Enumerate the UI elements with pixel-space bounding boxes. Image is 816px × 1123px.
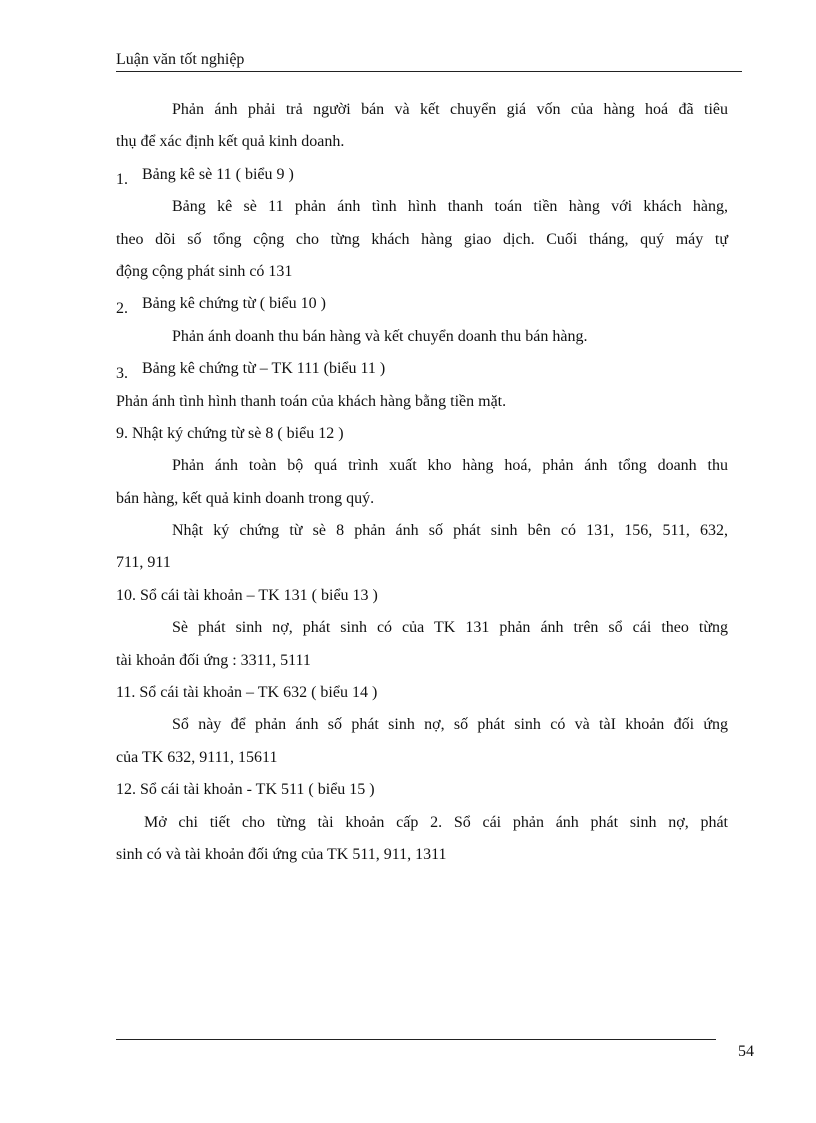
paragraph-line: Sổ này để phản ánh số phát sinh nợ, số phát sinh có và tàI khoản đối ứng (172, 716, 728, 734)
paragraph-line: Phản ánh tình hình thanh toán của khách hàng bằng tiền mặt. (116, 392, 507, 410)
paragraph-line: thụ để xác định kết quả kinh doanh. (116, 133, 345, 151)
list-item-text: Bảng kê chứng từ ( biểu 10 ) (142, 295, 326, 313)
list-number: 2. (116, 300, 128, 318)
paragraph-line: Phản ánh doanh thu bán hàng và kết chuyển doanh thu bán hàng. (172, 327, 588, 345)
list-item-text: Bảng kê chứng từ – TK 111 (biểu 11 ) (142, 360, 386, 378)
paragraph-line: Phản ánh toàn bộ quá trình xuất kho hàng hoá, phản ánh tổng doanh thu (172, 457, 728, 475)
header-rule (116, 71, 742, 72)
section-heading: 9. Nhật ký chứng từ sè 8 ( biểu 12 ) (116, 424, 344, 442)
paragraph-line: bán hàng, kết quả kinh doanh trong quý. (116, 489, 375, 507)
paragraph-line: Nhật ký chứng từ sè 8 phản ánh số phát sinh bên có 131, 156, 511, 632, (172, 522, 728, 540)
list-item-heading (116, 353, 728, 385)
paragraph-line: 711, 911 (116, 554, 171, 572)
paragraph-line: Bảng kê sè 11 phản ánh tình hình thanh toán tiền hàng với khách hàng, (172, 198, 728, 216)
page-number: 54 (738, 1043, 754, 1060)
list-item-heading (116, 159, 728, 191)
paragraph-line: động cộng phát sinh có 131 (116, 262, 293, 280)
section-heading: 10. Sổ cái tài khoản – TK 131 ( biểu 13 ) (116, 586, 378, 604)
list-item-heading (116, 288, 728, 320)
section-heading: 11. Sổ cái tài khoản – TK 632 ( biểu 14 ) (116, 684, 378, 702)
document-body (116, 94, 728, 871)
running-header: Luận văn tốt nghiệp (116, 51, 245, 68)
list-number: 3. (116, 365, 128, 383)
paragraph-line: Phản ánh phải trả người bán và kết chuyển giá vốn của hàng hoá đã tiêu (172, 101, 728, 118)
paragraph-line: sinh có và tài khoản đối ứng của TK 511, 911, 1311 (116, 845, 447, 863)
list-item-text: Bảng kê sè 11 ( biểu 9 ) (142, 165, 294, 183)
list-number: 1. (116, 170, 128, 188)
paragraph-line: theo dõi số tổng cộng cho từng khách hàng giao dịch. Cuối tháng, quý máy tự (116, 230, 728, 248)
paragraph-line: của TK 632, 9111, 15611 (116, 748, 278, 766)
paragraph-line: tài khoản đối ứng : 3311, 5111 (116, 651, 311, 669)
paragraph-line: Mở chi tiết cho từng tài khoản cấp 2. Sổ cái phản ánh phát sinh nợ, phát (144, 813, 728, 831)
footer-rule (116, 1039, 716, 1040)
section-heading: 12. Sổ cái tài khoản - TK 511 ( biểu 15 ) (116, 781, 375, 799)
paragraph-line: Sè phát sinh nợ, phát sinh có của TK 131 phản ánh trên sổ cái theo từng (172, 619, 728, 637)
